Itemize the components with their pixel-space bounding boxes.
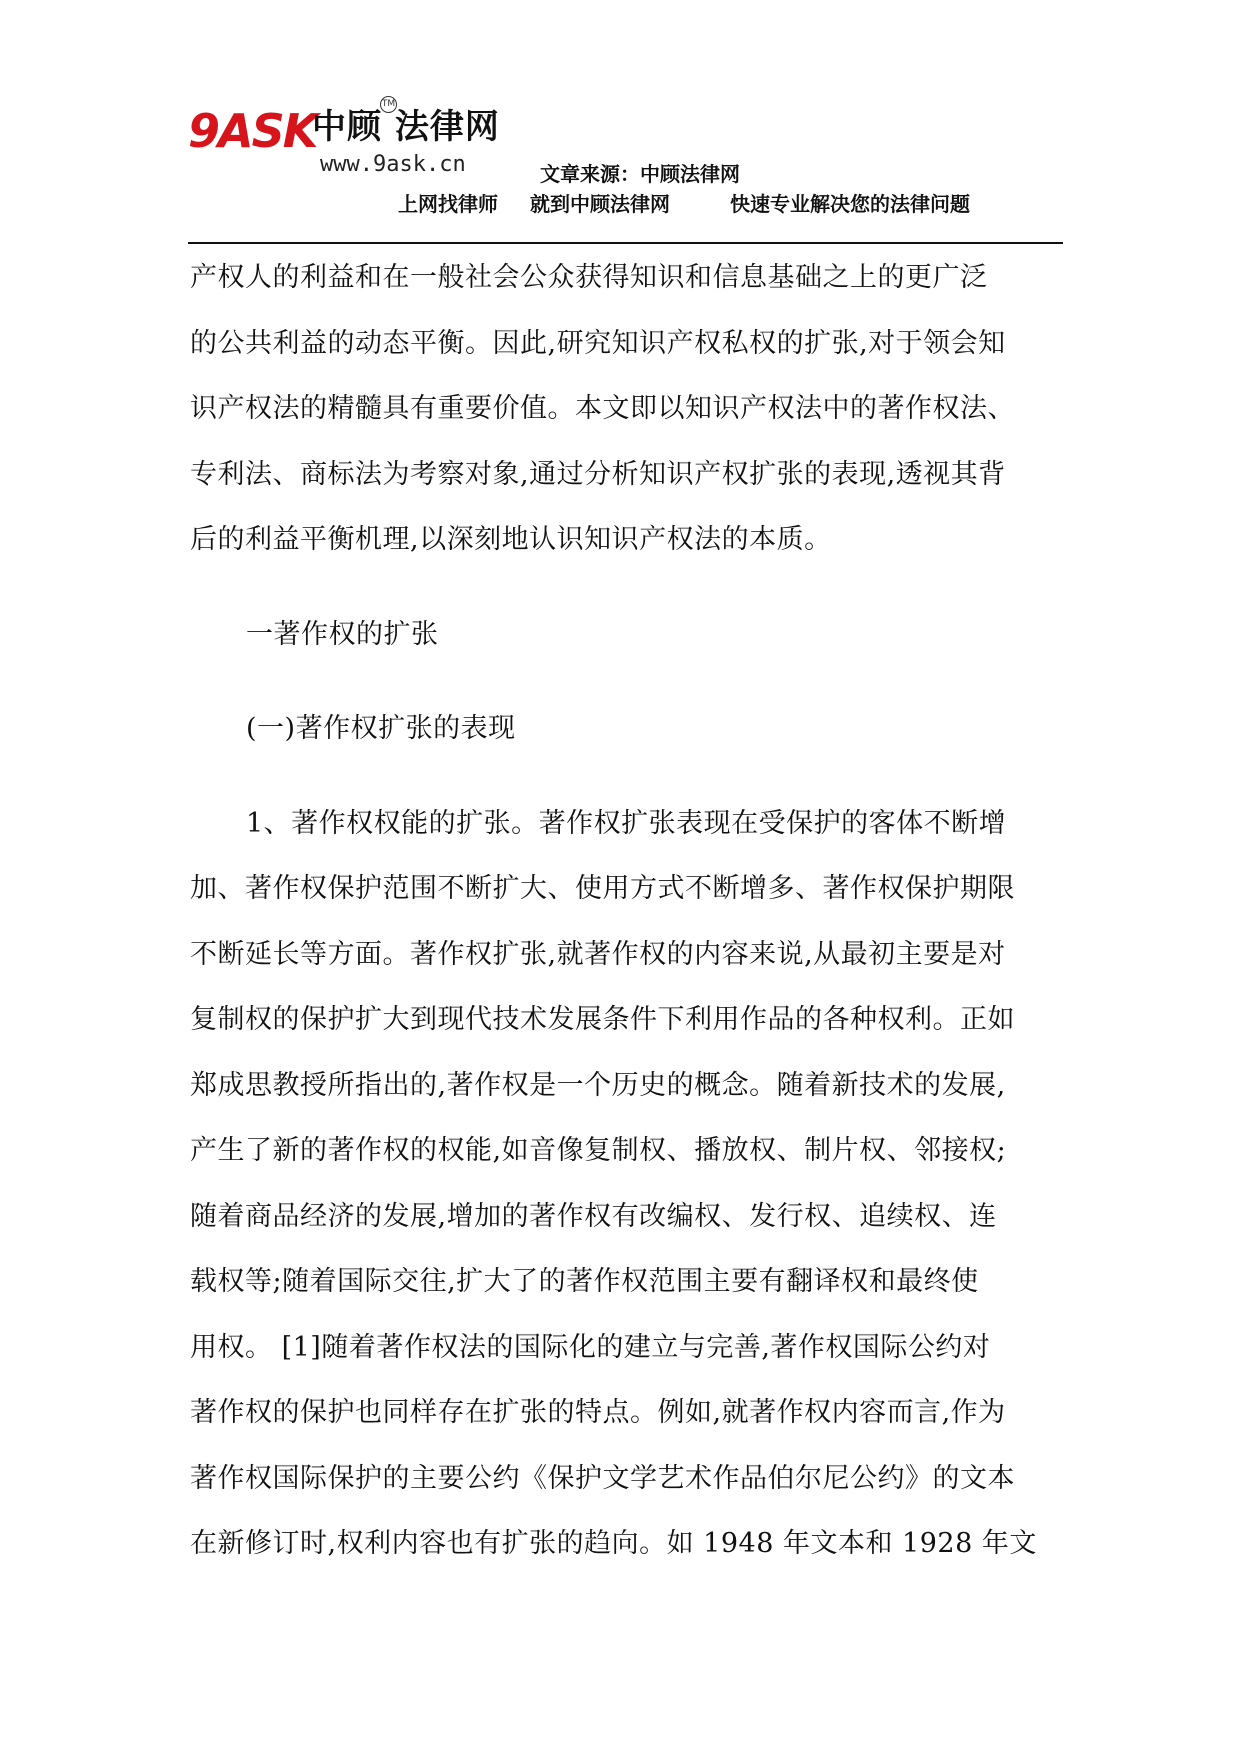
logo-url: www.9ask.cn — [320, 152, 466, 177]
text-line: 产生了新的著作权的权能,如音像复制权、播放权、制片权、邻接权; — [190, 1135, 1007, 1166]
text-line: 在新修订时,权利内容也有扩张的趋向。如 1948 年文本和 1928 年文 — [190, 1528, 1037, 1559]
tagline-service: 快速专业解决您的法律问题 — [730, 192, 970, 216]
text-line: 产权人的利益和在一般社会公众获得知识和信息基础之上的更广泛 — [190, 262, 988, 293]
tagline-site: 就到中顾法律网 — [530, 192, 670, 216]
text-line: 的公共利益的动态平衡。因此,研究知识产权私权的扩张,对于领会知 — [190, 327, 1006, 359]
subsection-heading: (一)著作权扩张的表现 — [246, 713, 516, 744]
text-line: 著作权国际保护的主要公约《保护文学艺术作品伯尔尼公约》的文本 — [190, 1462, 1015, 1494]
page-header — [0, 0, 1241, 250]
text-line: 用权。 [1]随着著作权法的国际化的建立与完善,著作权国际公约对 — [190, 1331, 991, 1363]
text-line: 识产权法的精髓具有重要价值。本文即以知识产权法中的著作权法、 — [190, 393, 1015, 424]
paragraph-gap — [190, 586, 1070, 615]
text-line: 后的利益平衡机理,以深刻地认识知识产权法的本质。 — [190, 524, 832, 555]
text-line: 郑成思教授所指出的,著作权是一个历史的概念。随着新技术的发展, — [190, 1069, 1006, 1101]
site-logo[interactable] — [188, 96, 508, 186]
text-line: 加、著作权保护范围不断扩大、使用方式不断增多、著作权保护期限 — [190, 873, 1015, 904]
logo-mark: 9ASK — [188, 104, 317, 158]
logo-chinese-name: 中顾 法律网 — [312, 107, 500, 147]
text-line: 1、著作权权能的扩张。著作权扩张表现在受保护的客体不断增 — [246, 807, 1007, 839]
text-line: 著作权的保护也同样存在扩张的特点。例如,就著作权内容而言,作为 — [190, 1397, 1006, 1428]
paragraph-gap — [190, 775, 1070, 804]
article-source: 文章来源：中顾法律网 — [540, 162, 740, 186]
paragraph-gap — [190, 680, 1070, 709]
trademark-badge: TM — [380, 96, 397, 113]
header-divider — [188, 242, 1063, 244]
text-line: 复制权的保护扩大到现代技术发展条件下利用作品的各种权利。正如 — [190, 1004, 1015, 1035]
text-line: 不断延长等方面。著作权扩张,就著作权的内容来说,从最初主要是对 — [190, 938, 1006, 970]
section-heading: 一著作权的扩张 — [246, 618, 439, 650]
text-line: 专利法、商标法为考察对象,通过分析知识产权扩张的表现,透视其背 — [190, 458, 1006, 490]
document-body — [190, 258, 1070, 1590]
text-line: 随着商品经济的发展,增加的著作权有改编权、发行权、追续权、连 — [190, 1200, 997, 1232]
tagline-find-lawyer: 上网找律师 — [398, 192, 498, 216]
text-line: 载权等;随着国际交往,扩大了的著作权范围主要有翻译权和最终使 — [190, 1266, 979, 1297]
